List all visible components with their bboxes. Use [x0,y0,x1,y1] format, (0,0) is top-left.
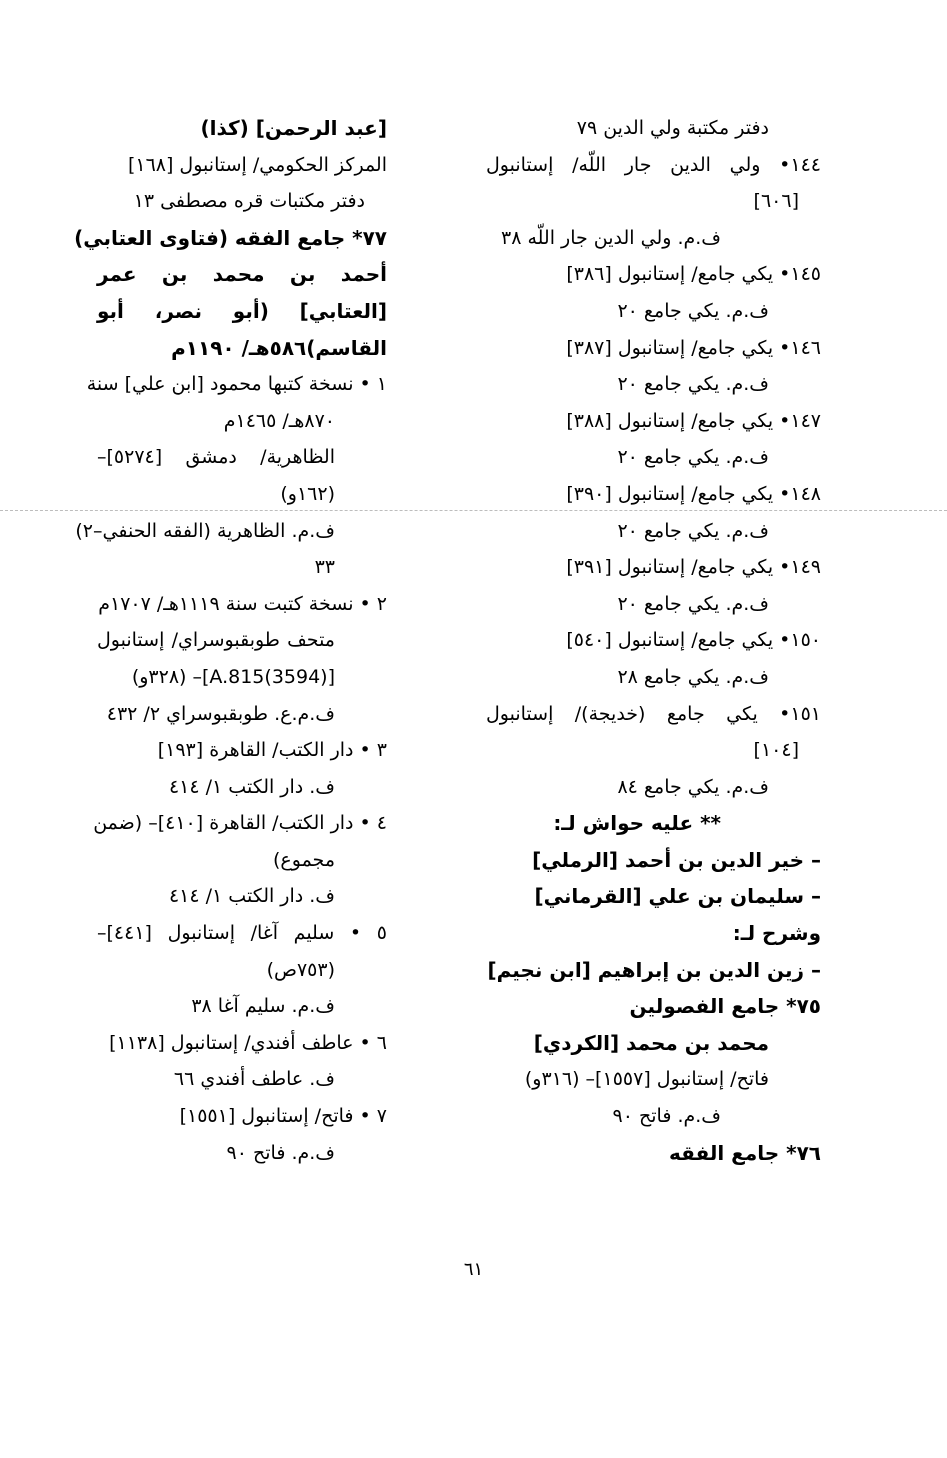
text-line: [عبد الرحمن] (كذا) [200,116,387,140]
text-line: ف.م. فاتح ٩٠ [612,1105,721,1128]
text-line: ١٤٤• ولي الدين جار اللّه/ إستانبول [486,153,821,176]
text-line: ٣٣ [314,556,335,579]
text-line: (١٦٢و) [280,482,335,505]
text-line: (٧٥٣ص) [266,958,335,981]
text-line: ف.م. يكي جامع ٨٤ [617,775,769,798]
text-line: ١٤٧• يكي جامع/ إستانبول [٣٨٨] [566,409,821,432]
text-line: ف.م. يكي جامع ٢٠ [617,519,769,542]
text-line: ٣ • دار الكتب/ القاهرة [١٩٣] [157,739,387,762]
text-line: [العتابي] (أبو نصر، أبو [97,298,387,323]
text-line: القاسم)٥٨٦هـ/ ١١٩٠م [171,335,387,360]
text-line: ٦ • عاطف أفندي/ إستانبول [١١٣٨] [109,1031,387,1054]
left-column [74,110,387,1171]
text-line: محمد بن محمد [الكردي] [533,1030,769,1055]
text-line: المركز الحكومي/ إستانبول [١٦٨] [127,153,387,176]
text-line: ٤ • دار الكتب/ القاهرة [٤١٠]– (ضمن [93,812,387,835]
text-line: ٧٧* جامع الفقه (فتاوى العتابي) [74,225,387,250]
text-line: ف.م. ولي الدين جار اللّه ٣٨ [500,226,721,249]
text-line: دفتر مكتبة ولي الدين ٧٩ [576,117,769,139]
text-line: ** عليه حواش لـ: [553,811,721,836]
text-line: ٢ • نسخة كتبت سنة ١١١٩هـ/ ١٧٠٧م [98,592,387,615]
text-line: ١٥٠• يكي جامع/ إستانبول [٥٤٠] [566,629,821,652]
text-line: – سليمان بن علي [القرماني] [534,884,821,909]
text-line: [٦٠٦] [753,190,799,213]
text-line: ١٤٦• يكي جامع/ إستانبول [٣٨٧] [566,336,821,359]
text-line: ف.م. يكي جامع ٢٠ [617,299,769,322]
text-line: ١ • نسخة كتبها محمود [ابن علي] سنة [86,373,387,396]
text-line: دفتر مكتبات قره مصطفى ١٣ [133,190,365,213]
text-line: ف.م.ع. طوبقبوسراي ٢/ ٤٣٢ [106,702,335,725]
text-line: ف.م. يكي جامع ٢٨ [617,665,769,688]
text-line: [١٠٤] [753,739,799,762]
text-line: فاتح/ إستانبول [١٥٥٧]– (٣١٦و) [524,1068,769,1091]
text-line: أحمد بن محمد بن عمر [97,262,387,287]
text-line: ٧ • فاتح/ إستانبول [١٥٥١] [179,1105,387,1128]
text-line: ف.م. الظاهرية (الفقه الحنفي–٢) [75,519,335,542]
text-line: ١٤٨• يكي جامع/ إستانبول [٣٩٠] [566,482,821,505]
text-line: ف.م. يكي جامع ٢٠ [617,373,769,396]
text-line: الظاهرية/ دمشق [٥٢٧٤]– [97,446,335,469]
text-line: ف.م. يكي جامع ٢٠ [617,446,769,469]
text-line: ف. دار الكتب ١/ ٤١٤ [168,775,335,798]
text-line: ٧٥* جامع الفصولين [629,994,821,1019]
text-line: – زين الدين بن إبراهيم [ابن نجيم] [487,957,821,982]
text-line: مجموع) [273,848,335,871]
text-line: وشرح لـ: [732,921,821,946]
scan-divider [0,510,947,511]
text-line: ف. عاطف أفندي ٦٦ [173,1068,335,1091]
text-line: ١٥١• يكي جامع (خديجة)/ إستانبول [486,702,821,725]
right-column [486,110,821,1171]
text-line: ٧٦* جامع الفقه [668,1140,821,1165]
text-line: ف.م. فاتح ٩٠ [226,1141,335,1164]
text-line: متحف طوبقبوسراي/ إستانبول [97,629,335,652]
text-line: – خير الدين بن أحمد [الرملي] [532,847,821,872]
text-line: ١٤٥• يكي جامع/ إستانبول [٣٨٦] [566,263,821,286]
text-line: [(3594)A.815]– (٣٢٨و) [131,665,335,688]
text-line: ف.م. يكي جامع ٢٠ [617,592,769,615]
page-number: ٦١ [463,1259,484,1280]
text-line: ٥ • سليم آغا/ إستانبول [٤٤١]– [97,922,387,945]
text-line: ف. دار الكتب ١/ ٤١٤ [168,885,335,908]
text-line: ١٤٩• يكي جامع/ إستانبول [٣٩١] [566,556,821,579]
text-line: ٨٧٠هـ/ ١٤٦٥م [223,409,335,432]
text-line: ف.م. سليم آغا ٣٨ [191,995,335,1018]
